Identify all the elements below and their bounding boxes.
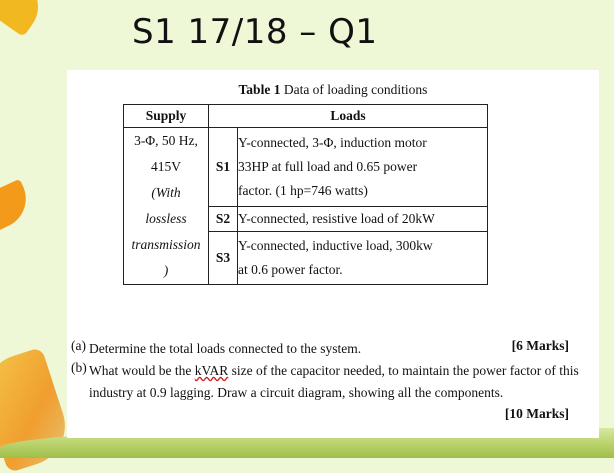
question-highlight: kVAR — [194, 363, 229, 378]
load-line: Y-connected, resistive load of 20kW — [238, 210, 435, 226]
load-desc-s2 — [238, 207, 488, 232]
question-text-part: size of the capacitor needed, to maintain the power factor of this industry at 0.9 lagging. Draw a circuit diagram, showing all the components. — [89, 363, 579, 400]
question-text-part: What would be the — [89, 363, 195, 378]
load-id-s1: S1 — [209, 128, 238, 207]
load-line: 33HP at full load and 0.65 power — [238, 159, 418, 175]
content-image — [67, 70, 599, 438]
question-letter: (b) — [71, 360, 87, 375]
supply-line: lossless — [145, 211, 187, 226]
table-caption-text: Data of loading conditions — [280, 82, 428, 97]
decorative-leaf-left — [0, 179, 36, 235]
header-supply: Supply — [124, 105, 209, 128]
table-caption — [67, 82, 599, 98]
supply-line: transmission — [131, 237, 201, 252]
question-letter: (a) — [71, 338, 86, 353]
header-loads: Loads — [209, 105, 488, 128]
slide-title: S1 17/18 – Q1 — [132, 12, 378, 52]
loading-conditions-table — [123, 104, 488, 285]
supply-line: (With — [151, 185, 181, 200]
load-id-s3: S3 — [209, 231, 238, 284]
question-a — [67, 338, 599, 362]
question-text: Determine the total loads connected to the system. — [89, 341, 362, 356]
load-id-s2: S2 — [209, 207, 238, 232]
supply-line: 415V — [151, 159, 181, 174]
load-line: Y-connected, inductive load, 300kw — [238, 237, 433, 253]
decorative-leaf-top-left — [0, 0, 50, 37]
supply-line: 3-Φ, 50 Hz, — [134, 133, 198, 148]
load-line: Y-connected, 3-Φ, induction motor — [238, 135, 427, 151]
table-header-row — [124, 105, 488, 128]
supply-cell — [124, 128, 209, 285]
question-b — [67, 360, 599, 430]
question-text — [89, 360, 579, 404]
load-line: factor. (1 hp=746 watts) — [238, 183, 368, 199]
table-caption-label: Table 1 — [238, 82, 281, 97]
load-desc-s1 — [238, 128, 488, 207]
load-line: at 0.6 power factor. — [238, 261, 343, 277]
load-desc-s3 — [238, 231, 488, 284]
question-marks: [10 Marks] — [504, 406, 569, 421]
question-marks: [6 Marks] — [511, 338, 569, 353]
table-row — [124, 128, 488, 207]
supply-line: ) — [163, 263, 169, 278]
